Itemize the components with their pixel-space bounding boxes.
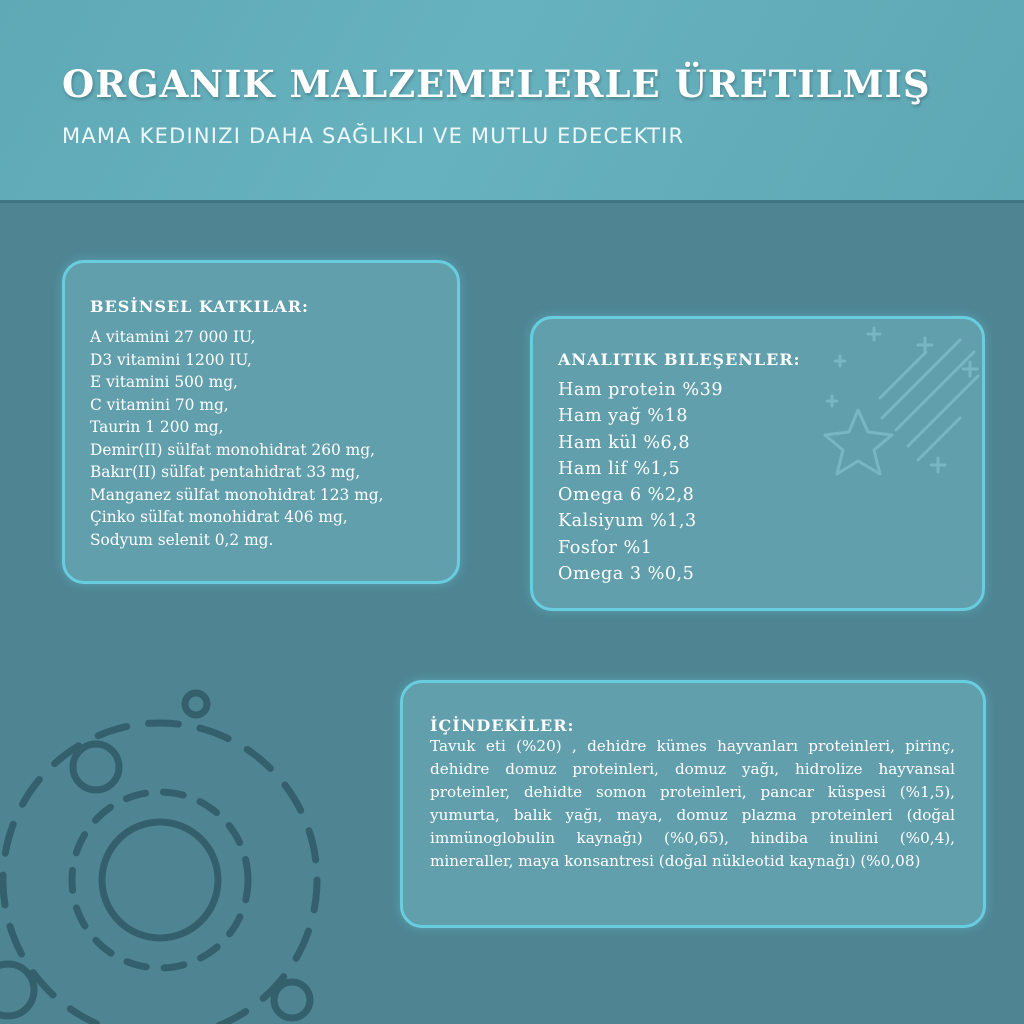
list-item: C vitamini 70 mg,	[90, 395, 229, 414]
list-item: Çinko sülfat monohidrat 406 mg,	[90, 508, 348, 526]
ingredients-title: İÇİNDEKİLER:	[430, 716, 575, 735]
ingredients-panel	[400, 680, 986, 928]
list-item: Sodyum selenit 0,2 mg.	[90, 530, 274, 549]
list-item: Demir(II) sülfat monohidrat 260 mg,	[90, 440, 376, 459]
list-item: Ham lif %1,5	[558, 458, 681, 479]
list-item: Ham kül %6,8	[558, 432, 691, 453]
list-item: Kalsiyum %1,3	[558, 511, 697, 532]
list-item: Ham yağ %18	[558, 406, 688, 427]
list-item: Omega 6 %2,8	[558, 485, 695, 506]
page-title: ORGANIK MALZEMELERLE ÜRETILMIŞ	[62, 62, 931, 106]
analytic-components-list	[558, 377, 958, 587]
list-item: D3 vitamini 1200 IU,	[90, 350, 252, 369]
list-item: Bakır(II) sülfat pentahidrat 33 mg,	[90, 463, 361, 481]
header-banner	[0, 0, 1024, 203]
list-item: Manganez sülfat monohidrat 123 mg,	[90, 485, 384, 504]
nutritional-additives-panel	[62, 260, 460, 584]
list-item: Omega 3 %0,5	[558, 564, 695, 585]
analytic-components-title: ANALITIK BILEŞENLER:	[558, 350, 801, 369]
analytic-components-panel	[530, 316, 985, 611]
list-item: Fosfor %1	[558, 537, 653, 558]
list-item: A vitamini 27 000 IU,	[90, 328, 256, 346]
list-item: Ham protein %39	[558, 380, 724, 400]
ingredients-text: Tavuk eti (%20) , dehidre kümes hayvanları proteinleri, pirinç, dehidre domuz proteinleri, domuz yağı, hidrolize hayvansal proteinler, dehidte somon proteinleri, pancar küspesi (%1,5), yumurta, balık yağı, maya, domuz plazma proteinleri (doğal immünoglobulin kaynağı) (%0,65), hindiba inulini (%0,4), mineraller, maya konsantresi (doğal nükleotid kaynağı) (%0,08)	[430, 737, 955, 870]
page-subtitle: MAMA KEDINIZI DAHA SAĞLIKLI VE MUTLU EDECEKTIR	[62, 124, 685, 148]
orbit-icon	[0, 680, 390, 1024]
list-item: E vitamini 500 mg,	[90, 373, 238, 391]
nutritional-additives-list	[90, 326, 433, 551]
nutritional-additives-title: BESİNSEL KATKILAR:	[90, 297, 309, 316]
list-item: Taurin 1 200 mg,	[90, 418, 224, 436]
